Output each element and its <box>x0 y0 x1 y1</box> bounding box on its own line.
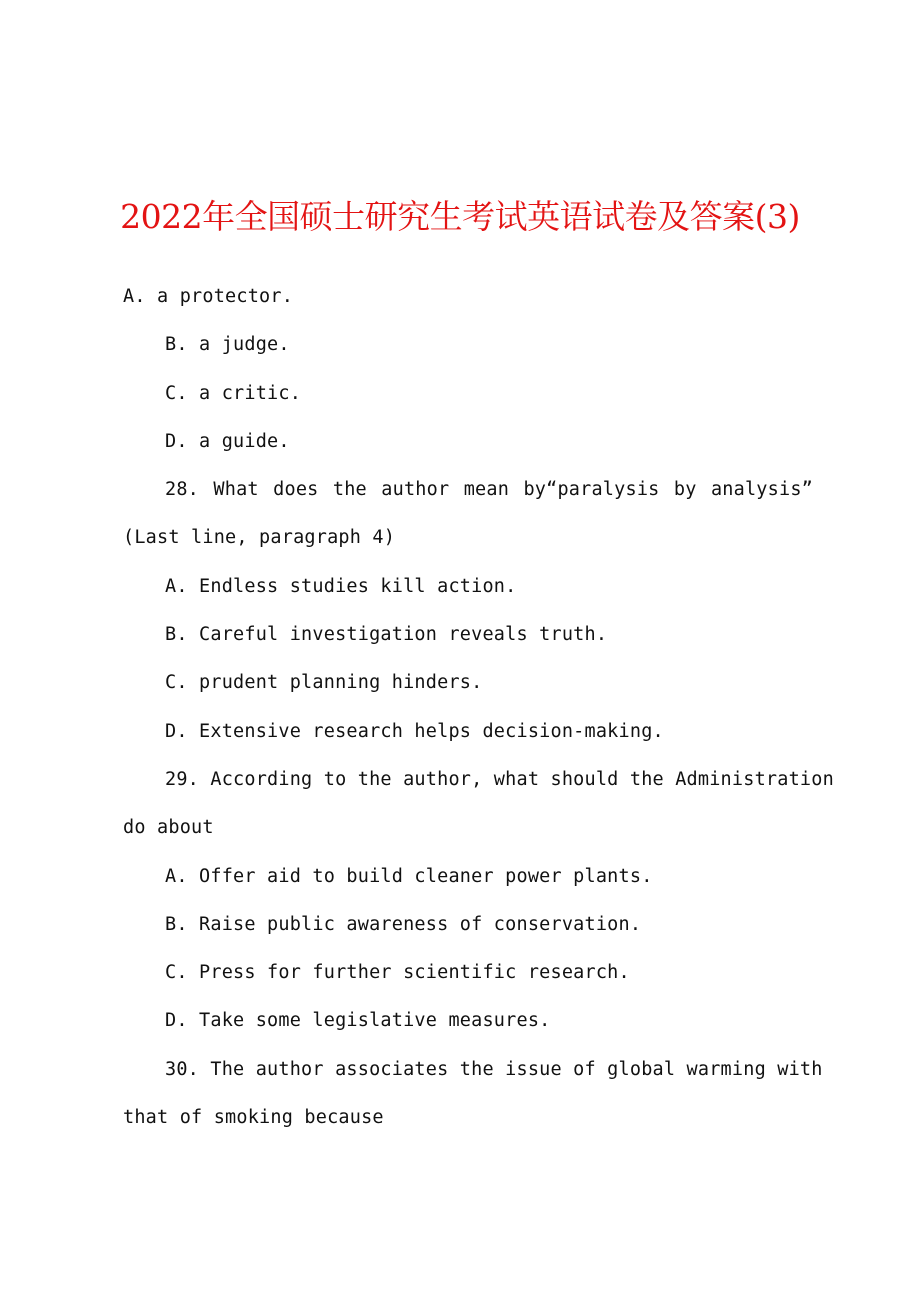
document-title: 2022年全国硕士研究生考试英语试卷及答案(3) <box>120 197 800 236</box>
question-29-option-a: A. Offer aid to build cleaner power plants. <box>165 865 653 887</box>
question-28-option-d: D. Extensive research helps decision-making. <box>165 720 664 742</box>
question-29-option-d: D. Take some legislative measures. <box>165 1010 551 1032</box>
question-29-option-c: C. Press for further scientific research. <box>165 962 630 984</box>
answer-option-b: B. a judge. <box>165 334 290 356</box>
question-29-option-b: B. Raise public awareness of conservation. <box>165 913 642 935</box>
question-29: 29. According to the author, what should the Administration <box>165 768 834 790</box>
answer-option-a: A. a protector. <box>123 286 294 307</box>
question-28-option-b: B. Careful investigation reveals truth. <box>165 624 608 646</box>
question-28-option-c: C. prudent planning hinders. <box>165 672 483 694</box>
question-30-continued: that of smoking because <box>123 1107 384 1129</box>
question-29-continued: do about <box>123 817 214 839</box>
answer-option-c: C. a critic. <box>165 382 302 404</box>
answer-option-d: D. a guide. <box>165 430 290 452</box>
document-body <box>123 273 834 1142</box>
question-28: 28. What does the author mean by“paralysis by analysis” <box>165 479 813 501</box>
question-28-continued: (Last line, paragraph 4) <box>123 527 396 549</box>
question-28-option-a: A. Endless studies kill action. <box>165 575 517 597</box>
question-30: 30. The author associates the issue of global warming with <box>165 1058 823 1080</box>
